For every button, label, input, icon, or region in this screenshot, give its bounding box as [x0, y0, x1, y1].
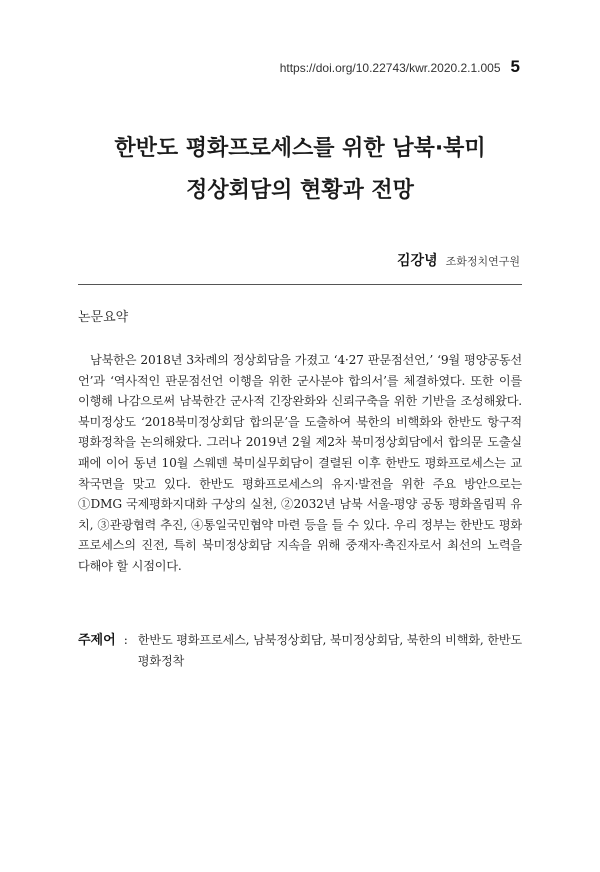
- doi-link[interactable]: https://doi.org/10.22743/kwr.2020.2.1.005: [279, 61, 501, 75]
- title-line-1: 한반도 평화프로세스를 위한 남북·북미: [114, 136, 486, 161]
- keywords: [78, 630, 522, 672]
- author-affiliation: 조화정치연구원: [445, 255, 520, 268]
- abstract-heading: 논문요약: [78, 310, 129, 325]
- running-header: [280, 57, 520, 77]
- title-line-2: 정상회담의 현황과 전망: [186, 178, 414, 203]
- keywords-colon: :: [123, 633, 128, 647]
- paper-title: [0, 128, 600, 212]
- page-number: 5: [510, 57, 520, 76]
- keywords-text: 한반도 평화프로세스, 남북정상회담, 북미정상회담, 북한의 비핵화, 한반도 평화정착: [137, 633, 522, 668]
- author-line: [397, 250, 520, 270]
- author-name: 김강녕: [397, 253, 438, 269]
- divider: [78, 284, 522, 285]
- keywords-label: 주제어: [78, 633, 116, 648]
- abstract-body: 남북한은 2018년 3차례의 정상회담을 가졌고 ‘4·27 판문점선언,’ ‘9월 평양공동선언’과 ‘역사적인 판문점선언 이행을 위한 군사분야 합의서’를 체결하였다. 또한 이를 이행해 나감으로써 남북한간 군사적 긴장완화와 신뢰구축을 위한 기반을 조성해왔다. 북미정상도 ‘2018북미정상회담 합의문’을 도출하여 북한의 비핵화와 한반도 항구적 평화정착을 논의해왔다. 그러나 2019년 2월 제2차 북미정상회담에서 합의문 도출실패에 이어 동년 10월 스웨덴 북미실무회담이 결렬된 이후 한반도 평화프로세스는 교착국면을 맞고 있다. 한반도 평화프로세스의 유지·발전을 위한 주요 방안으로는 ①DMG 국제평화지대화 구상의 실천, ②2032년 남북 서울-평양 공동 평화올림픽 유치, ③관광협력 추진, ④통일국민협약 마련 등을 들 수 있다. 우리 정부는 한반도 평화프로세스의 진전, 특히 북미정상회담 지속을 위해 중재자·촉진자로서 최선의 노력을 다해야 할 시점이다.: [78, 353, 522, 573]
